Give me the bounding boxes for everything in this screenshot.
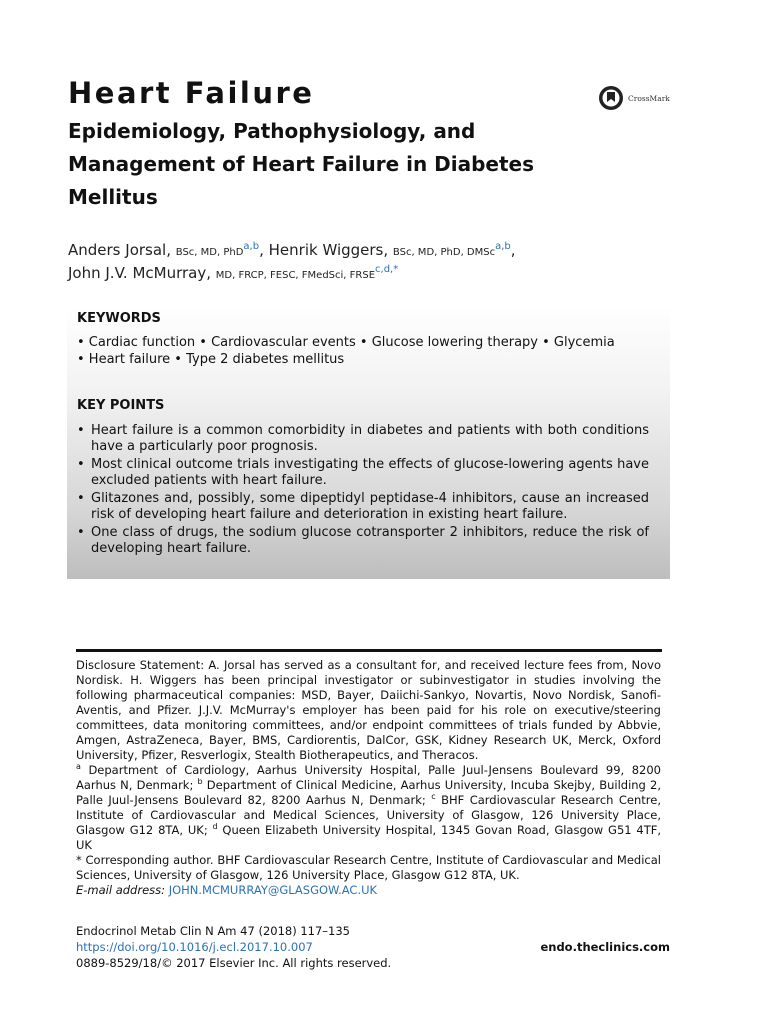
affiliation-mark: c [431, 792, 436, 802]
key-points-list [77, 423, 649, 559]
author-name: Henrik Wiggers, [268, 241, 389, 259]
key-point-item [77, 525, 649, 557]
author-separator: , [510, 241, 516, 259]
affiliations [76, 763, 661, 853]
affiliation-text: BHF Cardiovascular Research Centre, Institute of Cardiovascular and Medical Sciences, University of Glasgow, 126 University Place, Glasgow G12 8TA, UK; [76, 793, 661, 837]
author-affiliation-mark[interactable]: c,d,* [375, 264, 399, 275]
bullet: • [77, 457, 85, 472]
bullet: • [77, 423, 85, 438]
affiliation-mark: b [197, 777, 203, 787]
bullet: • [77, 525, 85, 540]
author-degrees: BSc, MD, PhD, DMSc [392, 247, 496, 258]
crossmark-badge[interactable] [598, 85, 670, 111]
email-label: E-mail address: [76, 883, 166, 897]
keywords-line: • Cardiac function • Cardiovascular events • Glucose lowering therapy • Glycemia [77, 335, 615, 350]
email-line [76, 883, 661, 898]
crossmark-icon [598, 85, 624, 111]
affiliation-mark: a [76, 762, 81, 772]
author-affiliation-mark[interactable]: a,b [495, 241, 511, 252]
doi-link[interactable]: https://doi.org/10.1016/j.ecl.2017.10.007 [76, 940, 313, 954]
author-name: John J.V. McMurray, [68, 264, 211, 282]
citation: Endocrinol Metab Clin N Am 47 (2018) 117–135 [76, 924, 351, 938]
author-list [68, 240, 708, 286]
keywords-line: • Heart failure • Type 2 diabetes mellitus [77, 352, 345, 367]
key-point-item [77, 457, 649, 489]
article-subtitle: Epidemiology, Pathophysiology, and Management of Heart Failure in Diabetes Mellitus [68, 119, 535, 209]
author-name: Anders Jorsal, [68, 241, 171, 259]
copyright: 0889-8529/18/© 2017 Elsevier Inc. All rights reserved. [76, 956, 392, 970]
affiliation-text: Department of Cardiology, Aarhus University Hospital, Palle Juul-Jensens Boulevard 99, 8200 Aarhus N, Denmark; [76, 763, 661, 792]
bullet: • [77, 491, 85, 506]
affiliation-mark: d [212, 822, 218, 832]
affiliation-text: Department of Clinical Medicine, Aarhus University, Incuba Skejby, Building 2, Palle Juul-Jensens Boulevard 82, 8200 Aarhus N, Denmark; [76, 778, 661, 807]
key-point-text: Most clinical outcome trials investigating the effects of glucose-lowering agents have excluded patients with heart failure. [91, 457, 649, 488]
author-degrees: MD, FRCP, FESC, FMedSci, FRSE [215, 270, 376, 281]
article-title: Heart Failure [68, 76, 315, 110]
key-point-text: Heart failure is a common comorbidity in diabetes and patients with both conditions have a particularly poor prognosis. [91, 423, 649, 454]
keywords-list [77, 334, 662, 368]
key-point-item [77, 491, 649, 523]
corresponding-author: * Corresponding author. BHF Cardiovascular Research Centre, Institute of Cardiovascular and Medical Sciences, University of Glasgow, 126 University Place, Glasgow G12 8TA, UK. [76, 853, 661, 882]
email-link[interactable]: JOHN.MCMURRAY@GLASGOW.AC.UK [168, 883, 378, 897]
author-separator: , [259, 241, 264, 259]
key-point-item [77, 423, 649, 455]
crossmark-label: CrossMark [628, 93, 670, 103]
author-degrees: BSc, MD, PhD [175, 247, 244, 258]
journal-site: endo.theclinics.com [540, 940, 670, 954]
author-affiliation-mark[interactable]: a,b [243, 241, 260, 252]
key-points-heading: KEY POINTS [77, 398, 165, 413]
key-point-text: One class of drugs, the sodium glucose cotransporter 2 inhibitors, reduce the risk of developing heart failure. [91, 525, 649, 556]
disclosure-statement: Disclosure Statement: A. Jorsal has served as a consultant for, and received lecture fees from, Novo Nordisk. H. Wiggers has been principal investigator or subinvestigator in studies involving the following pharmaceutical companies: MSD, Bayer, Daiichi-Sankyo, Novartis, Novo Nordisk, Sanofi-Aventis, and Pfizer. J.J.V. McMurray's employer has been paid for his role on executive/steering committees, data monitoring committees, and/or endpoint committees of trials funded by Abbvie, Amgen, AstraZeneca, Bayer, BMS, Cardiorentis, DalCor, GSK, Kidney Research UK, Merck, Oxford University, Pfizer, Resverlogix, Stealth Biotherapeutics, and Theracos. [76, 658, 661, 762]
keywords-heading: KEYWORDS [77, 311, 161, 326]
section-divider [76, 649, 662, 652]
disclosure-block [76, 658, 661, 898]
key-point-text: Glitazones and, possibly, some dipeptidyl peptidase-4 inhibitors, cause an increased risk of developing heart failure and deterioration in existing heart failure. [91, 491, 649, 522]
article-footer [76, 923, 670, 971]
affiliation-text: Queen Elizabeth University Hospital, 1345 Govan Road, Glasgow G51 4TF, UK [76, 823, 662, 852]
keywords-keypoints-box [67, 305, 670, 579]
